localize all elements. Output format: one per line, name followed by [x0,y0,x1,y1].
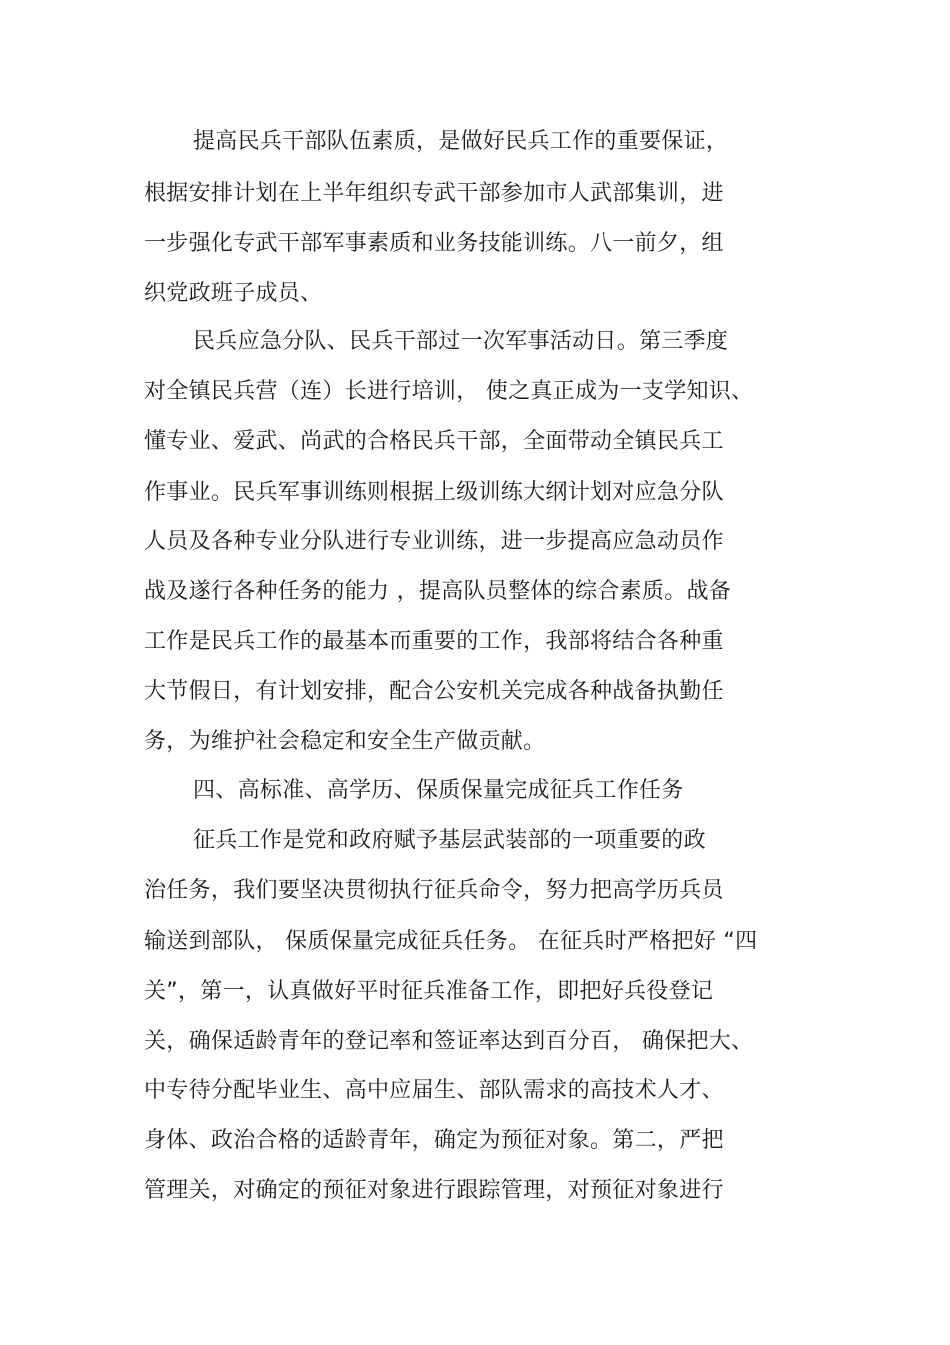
section-heading: 四、高标准、高学历、保质保量完成征兵工作任务 [193,778,684,803]
paragraph-line: 工作是民兵工作的最基本而重要的工作，我部将结合各种重 [144,629,724,654]
paragraph-line: 战及遂行各种任务的能力 ，提高队员整体的综合素质。战备 [144,579,732,604]
paragraph-line: 关，确保适龄青年的登记率和签证率达到百分百， 确保把大、 [144,1029,754,1054]
paragraph-line: 征兵工作是党和政府赋予基层武装部的一项重要的政 [193,828,706,853]
paragraph-line: 一步强化专武干部军事素质和业务技能训练。八一前夕，组 [144,231,724,256]
paragraph-line: 管理关，对确定的预征对象进行跟踪管理，对预征对象进行 [144,1178,724,1203]
paragraph-line: 大节假日，有计划安排，配合公安机关完成各种战备执勤任 [144,679,724,704]
paragraph-line: 民兵应急分队、民兵干部过一次军事活动日。第三季度 [193,329,729,354]
paragraph-line: 关”，第一，认真做好平时征兵准备工作，即把好兵役登记 [144,979,714,1004]
paragraph-line: 对全镇民兵营（连）长进行培训， 使之真正成为一支学知识、 [144,379,754,404]
paragraph-line: 输送到部队， 保质保量完成征兵任务。 在征兵时严格把好 “四 [144,929,758,954]
paragraph-line: 织党政班子成员、 [144,281,323,306]
paragraph-line: 人员及各种专业分队进行专业训练，进一步提高应急动员作 [144,529,724,554]
paragraph-line: 根据安排计划在上半年组织专武干部参加市人武部集训，进 [144,181,724,206]
paragraph-line: 作事业。民兵军事训练则根据上级训练大纲计划对应急分队 [144,480,724,505]
paragraph-line: 懂专业、爱武、尚武的合格民兵干部，全面带动全镇民兵工 [144,429,724,454]
paragraph-line: 务，为维护社会稳定和安全生产做贡献。 [144,729,546,754]
paragraph-line: 身体、政治合格的适龄青年，确定为预征对象。第二，严把 [144,1128,724,1153]
paragraph-line: 提高民兵干部队伍素质，是做好民兵工作的重要保证， [193,129,729,154]
paragraph-line: 中专待分配毕业生、高中应届生、部队需求的高技术人才、 [144,1078,724,1103]
paragraph-line: 治任务，我们要坚决贯彻执行征兵命令，努力把高学历兵员 [144,878,724,903]
